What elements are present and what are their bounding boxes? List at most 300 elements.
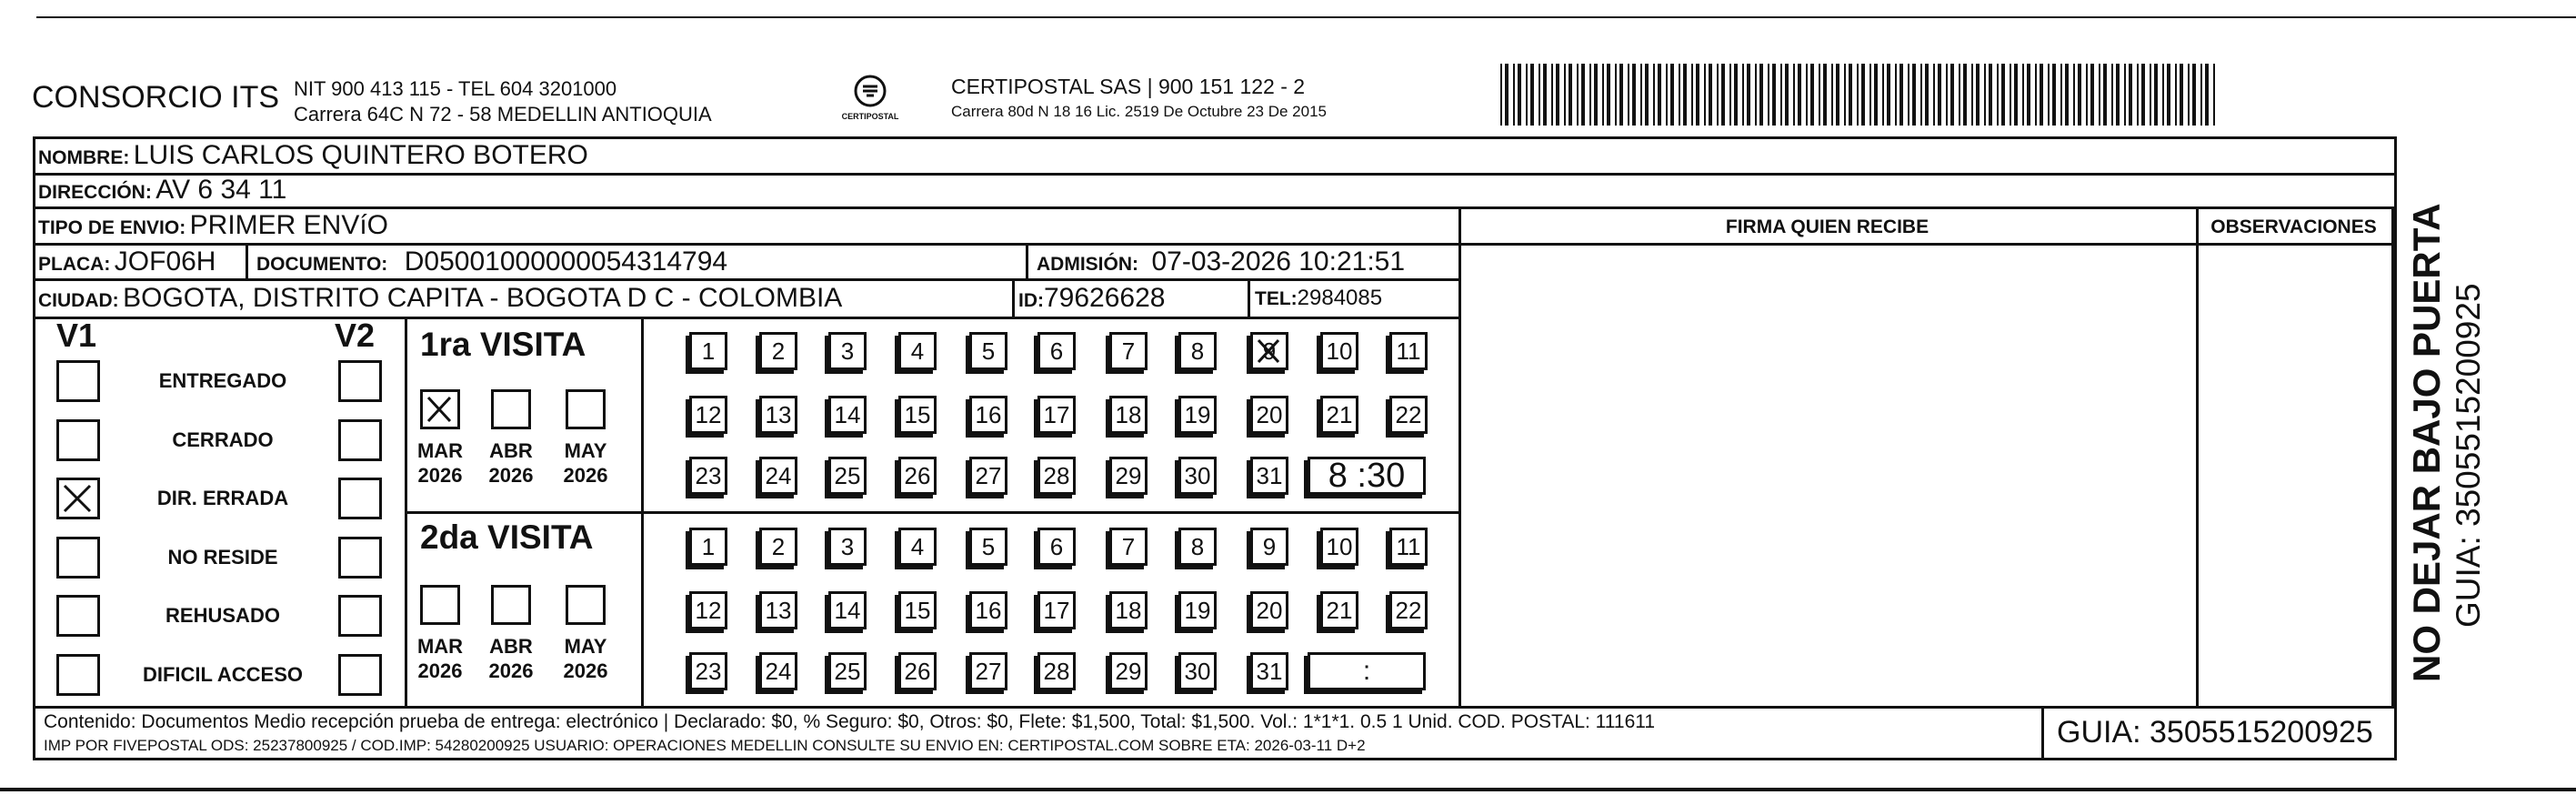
day-box[interactable]: [1109, 528, 1148, 566]
v2-checkbox[interactable]: [338, 419, 382, 461]
status-label: DIFICIL ACCESO: [142, 663, 303, 686]
barcode-bar: [1976, 64, 1980, 126]
day-box[interactable]: [689, 396, 727, 434]
month-year: 2026: [417, 464, 463, 487]
barcode-bar: [1772, 64, 1776, 126]
status-label: NO RESIDE: [167, 546, 278, 569]
firma-label: FIRMA QUIEN RECIBE: [1725, 216, 1929, 237]
barcode-bar: [1989, 64, 1992, 126]
day-box[interactable]: [828, 396, 867, 434]
day-box[interactable]: [689, 528, 727, 566]
day-box[interactable]: [1109, 332, 1148, 370]
day-number: 11: [1396, 532, 1421, 560]
col-line: [1458, 206, 1461, 706]
barcode-bar: [1997, 64, 1999, 126]
day-number: 16: [975, 400, 1002, 428]
admision-label: ADMISIÓN:: [1037, 254, 1138, 275]
barcode-bar: [1887, 64, 1890, 126]
placa-value: JOF06H: [114, 247, 216, 277]
day-number: 18: [1115, 400, 1142, 428]
barcode-bar: [1628, 64, 1629, 126]
barcode-bar: [1984, 64, 1986, 126]
barcode-bar: [2188, 64, 2190, 126]
barcode-bar: [1569, 64, 1572, 126]
day-box[interactable]: [1109, 591, 1148, 629]
day-box[interactable]: [1109, 457, 1148, 495]
row-line: [33, 206, 2397, 209]
day-number: 1: [701, 337, 716, 365]
visit-divider: [405, 511, 1458, 514]
barcode-bar: [1912, 64, 1916, 126]
id-row: [1018, 283, 1165, 314]
barcode-bar: [1526, 64, 1528, 126]
barcode-bar: [1747, 64, 1750, 126]
barcode-bar: [2086, 64, 2088, 126]
barcode-bar: [2014, 64, 2018, 126]
day-box[interactable]: [898, 332, 937, 370]
check-mark-icon: [423, 392, 457, 427]
day-box[interactable]: [759, 457, 797, 495]
side-text: [2405, 136, 2489, 682]
day-number: 13: [765, 596, 792, 624]
day-number: 15: [904, 400, 931, 428]
day-number: 28: [1043, 657, 1070, 685]
time-box[interactable]: :: [1308, 652, 1426, 690]
col-line: [1012, 278, 1015, 317]
day-number: 31: [1256, 461, 1283, 489]
barcode-bar: [1933, 64, 1935, 126]
month-checkbox[interactable]: [491, 585, 531, 625]
day-box[interactable]: [759, 528, 797, 566]
day-number: 2: [771, 337, 786, 365]
day-number: 15: [904, 596, 931, 624]
day-number: 27: [975, 461, 1002, 489]
day-number: 4: [910, 337, 925, 365]
day-number: 21: [1326, 400, 1353, 428]
day-number: 28: [1043, 461, 1070, 489]
day-number: 29: [1115, 657, 1142, 685]
status-label: CERRADO: [172, 428, 274, 451]
col-line: [2041, 706, 2044, 760]
day-box[interactable]: [1037, 396, 1076, 434]
row-line: [33, 317, 1458, 319]
page-bottom-edge: [0, 788, 2576, 791]
day-box[interactable]: [689, 457, 727, 495]
barcode-bar: [1895, 64, 1897, 126]
day-box[interactable]: [828, 652, 867, 690]
col-line: [1248, 278, 1250, 317]
day-box[interactable]: [898, 396, 937, 434]
barcode-bar: [1806, 64, 1808, 126]
month-year: 2026: [417, 659, 463, 682]
month-label: [558, 438, 613, 488]
barcode-bar: [1564, 64, 1566, 126]
month-label: [558, 634, 613, 683]
barcode: [1500, 64, 2219, 126]
barcode-bar: [1899, 64, 1903, 126]
barcode-bar: [2162, 64, 2164, 126]
tel-row: [1255, 286, 1382, 311]
day-number: 14: [834, 400, 861, 428]
barcode-bar: [1640, 64, 1642, 126]
day-number: 23: [695, 461, 722, 489]
day-box[interactable]: [1389, 591, 1428, 629]
day-number: 26: [904, 657, 931, 685]
day-number: 10: [1326, 337, 1353, 365]
id-value: 79626628: [1044, 283, 1166, 313]
certipostal-info: [951, 75, 1327, 121]
month-name: MAY: [564, 439, 607, 462]
day-box[interactable]: [1250, 652, 1288, 690]
day-number: 6: [1049, 532, 1064, 560]
placa-label: PLACA:: [38, 254, 111, 275]
day-box[interactable]: [969, 332, 1007, 370]
ciudad-label: CIUDAD:: [38, 290, 119, 311]
barcode-bar: [2192, 64, 2196, 126]
v1-checkbox[interactable]: [56, 360, 100, 402]
month-label: [413, 634, 467, 683]
day-number: 24: [765, 657, 792, 685]
month-checkbox[interactable]: [566, 585, 606, 625]
footer-imp: IMP POR FIVEPOSTAL ODS: 25237800925 / COD.IMP: 54280200925 USUARIO: OPERACIONES MEDELLIN CONSULTE SU ENVIO EN: CERTIPOSTAL.COM SOBRE ETA: 2026-03-11 D+2: [44, 737, 1366, 754]
status-label: ENTREGADO: [158, 369, 287, 392]
barcode-bar: [1556, 64, 1559, 126]
day-number: 23: [695, 657, 722, 685]
check-mark-icon: [59, 480, 97, 517]
admision-value: 07-03-2026 10:21:51: [1151, 247, 1406, 277]
barcode-bar: [2073, 64, 2075, 126]
v1-checkbox[interactable]: [56, 478, 100, 519]
barcode-bar: [1823, 64, 1827, 126]
month-label: [484, 634, 538, 683]
status-label: REHUSADO: [165, 604, 280, 627]
col-line: [2391, 206, 2394, 706]
footer-contenido: Contenido: Documentos Medio recepción prueba de entrega: electrónico | Declarado: $0, % Seguro: $0, Otros: $0, Flete: $1,500, Total: $1,500. Vol.: 1*1*1. 0.5 1 Unid. COD. POSTAL: 111611: [44, 711, 1656, 732]
day-box[interactable]: [759, 332, 797, 370]
day-box[interactable]: [828, 332, 867, 370]
no-dejar-label: NO DEJAR BAJO PUERTA: [2405, 203, 2448, 682]
month-name: MAR: [416, 439, 464, 462]
day-number: 13: [765, 400, 792, 428]
barcode-bar: [1691, 64, 1693, 126]
day-number: 30: [1184, 461, 1211, 489]
day-box[interactable]: [969, 528, 1007, 566]
day-box[interactable]: [898, 591, 937, 629]
nombre-row: [38, 140, 588, 171]
v2-header: V2: [335, 317, 376, 354]
day-box[interactable]: [689, 652, 727, 690]
barcode-bar: [1963, 64, 1967, 126]
barcode-bar: [2103, 64, 2107, 126]
barcode-bar: [1679, 64, 1680, 126]
barcode-bar: [2180, 64, 2183, 126]
month-name: ABR: [489, 635, 533, 658]
barcode-bar: [1810, 64, 1814, 126]
barcode-bar: [1742, 64, 1744, 126]
barcode-bar: [1666, 64, 1668, 126]
barcode-bar: [1581, 64, 1585, 126]
day-box[interactable]: [689, 591, 727, 629]
barcode-bar: [1857, 64, 1859, 126]
barcode-bar: [1759, 64, 1763, 126]
month-checkbox[interactable]: [420, 389, 460, 429]
barcode-bar: [1925, 64, 1929, 126]
col-line: [1026, 243, 1028, 279]
v1-checkbox[interactable]: [56, 419, 100, 461]
nombre-label: NOMBRE:: [38, 147, 130, 168]
day-box[interactable]: [1389, 332, 1428, 370]
barcode-bar: [1861, 64, 1865, 126]
barcode-bar: [1704, 64, 1706, 126]
v1-checkbox[interactable]: [56, 595, 100, 637]
day-box[interactable]: [1178, 457, 1217, 495]
day-box[interactable]: [1109, 396, 1148, 434]
day-box[interactable]: [759, 652, 797, 690]
ciudad-value: BOGOTA, DISTRITO CAPITA - BOGOTA D C - COLOMBIA: [123, 283, 843, 313]
day-box[interactable]: [828, 457, 867, 495]
barcode-bar: [1513, 64, 1515, 126]
day-number: 9: [1262, 532, 1277, 560]
company-address: Carrera 64C N 72 - 58 MEDELLIN ANTIOQUIA: [294, 103, 712, 126]
direccion-value: AV 6 34 11: [155, 175, 287, 205]
barcode-bar: [2129, 64, 2132, 126]
day-box[interactable]: [1178, 332, 1217, 370]
day-box[interactable]: [1037, 591, 1076, 629]
day-box[interactable]: [759, 396, 797, 434]
day-number: 1: [701, 532, 716, 560]
barcode-bar: [2027, 64, 2030, 126]
day-number: 14: [834, 596, 861, 624]
certipostal-logo-icon: [852, 73, 888, 109]
day-box[interactable]: [1320, 591, 1358, 629]
day-number: 18: [1115, 596, 1142, 624]
day-box[interactable]: [898, 652, 937, 690]
month-name: ABR: [489, 439, 533, 462]
barcode-bar: [2060, 64, 2062, 126]
day-number: 25: [834, 657, 861, 685]
day-box[interactable]: [1178, 652, 1217, 690]
barcode-bar: [2137, 64, 2139, 126]
barcode-bar: [1589, 64, 1591, 126]
day-box[interactable]: [1250, 332, 1288, 370]
day-box[interactable]: [898, 528, 937, 566]
status-label: DIR. ERRADA: [156, 487, 289, 509]
barcode-bar: [1849, 64, 1852, 126]
barcode-bar: [1793, 64, 1795, 126]
row-line: [33, 243, 2397, 246]
v2-checkbox[interactable]: [338, 360, 382, 402]
day-box[interactable]: [1037, 652, 1076, 690]
day-number: 25: [834, 461, 861, 489]
company-contact: [294, 76, 712, 127]
barcode-bar: [1798, 64, 1801, 126]
barcode-bar: [1619, 64, 1623, 126]
day-number: 22: [1395, 400, 1422, 428]
day-box[interactable]: [1037, 332, 1076, 370]
day-number: 7: [1121, 337, 1136, 365]
day-number: 10: [1326, 532, 1353, 560]
day-number: 24: [765, 461, 792, 489]
barcode-bar: [1551, 64, 1553, 126]
day-box[interactable]: [969, 396, 1007, 434]
barcode-bar: [1602, 64, 1604, 126]
day-box[interactable]: [1320, 396, 1358, 434]
day-number: 27: [975, 657, 1002, 685]
barcode-bar: [2150, 64, 2151, 126]
barcode-bar: [2065, 64, 2069, 126]
day-box[interactable]: [1389, 528, 1428, 566]
barcode-bar: [1645, 64, 1649, 126]
barcode-bar: [1831, 64, 1833, 126]
certipostal-line: CERTIPOSTAL SAS | 900 151 122 - 2: [951, 75, 1306, 98]
day-number: 11: [1396, 337, 1421, 365]
day-number: 8: [1190, 532, 1205, 560]
day-box[interactable]: [1250, 396, 1288, 434]
day-box[interactable]: [1250, 591, 1288, 629]
v2-checkbox[interactable]: [338, 654, 382, 696]
day-box[interactable]: [1389, 396, 1428, 434]
day-box[interactable]: [1109, 652, 1148, 690]
day-box[interactable]: [969, 457, 1007, 495]
barcode-bar: [2048, 64, 2050, 126]
certipostal-logo: [835, 73, 906, 121]
day-number: 5: [981, 532, 996, 560]
admision-row: [1037, 247, 1405, 277]
month-checkbox[interactable]: [491, 389, 531, 429]
month-year: 2026: [488, 464, 534, 487]
day-number: 20: [1256, 400, 1283, 428]
v2-checkbox[interactable]: [338, 537, 382, 579]
v1-header: V1: [56, 317, 97, 354]
barcode-bar: [2116, 64, 2120, 126]
ciudad-row: [38, 283, 842, 314]
day-number: 9: [1262, 337, 1277, 365]
barcode-bar: [2035, 64, 2037, 126]
barcode-bar: [1755, 64, 1757, 126]
day-box[interactable]: [1250, 528, 1288, 566]
barcode-bar: [1819, 64, 1820, 126]
day-number: 22: [1395, 596, 1422, 624]
day-box[interactable]: [1037, 528, 1076, 566]
barcode-bar: [1577, 64, 1579, 126]
day-number: 16: [975, 596, 1002, 624]
v2-checkbox[interactable]: [338, 478, 382, 519]
barcode-bar: [1836, 64, 1839, 126]
time-box[interactable]: 8 :30: [1308, 457, 1426, 495]
barcode-bar: [2175, 64, 2177, 126]
day-box[interactable]: [898, 457, 937, 495]
tipo-label: TIPO DE ENVIO:: [38, 217, 186, 238]
day-box[interactable]: [969, 591, 1007, 629]
day-box[interactable]: [1250, 457, 1288, 495]
day-box[interactable]: [1178, 528, 1217, 566]
barcode-bar: [2090, 64, 2094, 126]
direccion-row: [38, 175, 286, 206]
day-box[interactable]: [828, 591, 867, 629]
month-year: 2026: [563, 659, 608, 682]
barcode-bar: [1632, 64, 1636, 126]
barcode-bar: [2124, 64, 2126, 126]
col-line: [246, 243, 248, 279]
day-number: 12: [695, 400, 722, 428]
day-box[interactable]: [969, 652, 1007, 690]
day-number: 3: [840, 532, 855, 560]
barcode-bar: [2022, 64, 2024, 126]
barcode-bar: [1500, 64, 1502, 126]
day-box[interactable]: [1178, 396, 1217, 434]
first-visit-title: 1ra VISITA: [420, 326, 586, 363]
row-line: [33, 173, 2397, 176]
month-checkbox[interactable]: [420, 585, 460, 625]
direccion-label: DIRECCIÓN:: [38, 182, 152, 203]
day-box[interactable]: [1037, 457, 1076, 495]
col-line: [2196, 206, 2199, 706]
barcode-bar: [1959, 64, 1960, 126]
barcode-bar: [1844, 64, 1846, 126]
barcode-bar: [2205, 64, 2209, 126]
tel-label: TEL:: [1255, 288, 1298, 309]
barcode-bar: [2078, 64, 2081, 126]
side-guia: GUIA: 3505515200925: [2450, 283, 2487, 628]
documento-row: [256, 247, 727, 277]
observaciones-label: OBSERVACIONES: [2210, 216, 2377, 237]
barcode-bar: [1696, 64, 1699, 126]
barcode-bar: [1615, 64, 1617, 126]
barcode-bar: [1518, 64, 1521, 126]
nit-line: NIT 900 413 115 - TEL 604 3201000: [294, 77, 617, 100]
barcode-bar: [2200, 64, 2202, 126]
footer-guia: GUIA: 3505515200925: [2057, 715, 2373, 750]
barcode-bar: [2154, 64, 2158, 126]
month-name: MAY: [564, 635, 607, 658]
barcode-bar: [2052, 64, 2056, 126]
day-box[interactable]: [759, 591, 797, 629]
day-box[interactable]: [1320, 332, 1358, 370]
barcode-bar: [1729, 64, 1731, 126]
day-number: 4: [910, 532, 925, 560]
v1-checkbox[interactable]: [56, 654, 100, 696]
day-number: 19: [1184, 596, 1211, 624]
barcode-bar: [1785, 64, 1789, 126]
barcode-bar: [1683, 64, 1687, 126]
v2-checkbox[interactable]: [338, 595, 382, 637]
barcode-bar: [2111, 64, 2113, 126]
placa-row: [38, 247, 216, 277]
barcode-bar: [2040, 64, 2043, 126]
barcode-bar: [2213, 64, 2215, 126]
day-box[interactable]: [1178, 591, 1217, 629]
barcode-bar: [1908, 64, 1909, 126]
page-top-edge: [36, 16, 2576, 18]
day-number: 5: [981, 337, 996, 365]
barcode-bar: [1946, 64, 1948, 126]
barcode-bar: [2001, 64, 2005, 126]
day-number: 26: [904, 461, 931, 489]
v1-checkbox[interactable]: [56, 537, 100, 579]
day-number: 7: [1121, 532, 1136, 560]
day-number: 31: [1256, 657, 1283, 685]
barcode-bar: [1670, 64, 1674, 126]
day-number: 8: [1190, 337, 1205, 365]
barcode-bar: [1717, 64, 1719, 126]
day-box[interactable]: [828, 528, 867, 566]
month-checkbox[interactable]: [566, 389, 606, 429]
barcode-bar: [1971, 64, 1973, 126]
check-mark-icon: [1253, 335, 1286, 367]
day-box[interactable]: [689, 332, 727, 370]
barcode-bar: [1709, 64, 1712, 126]
day-box[interactable]: [1320, 528, 1358, 566]
